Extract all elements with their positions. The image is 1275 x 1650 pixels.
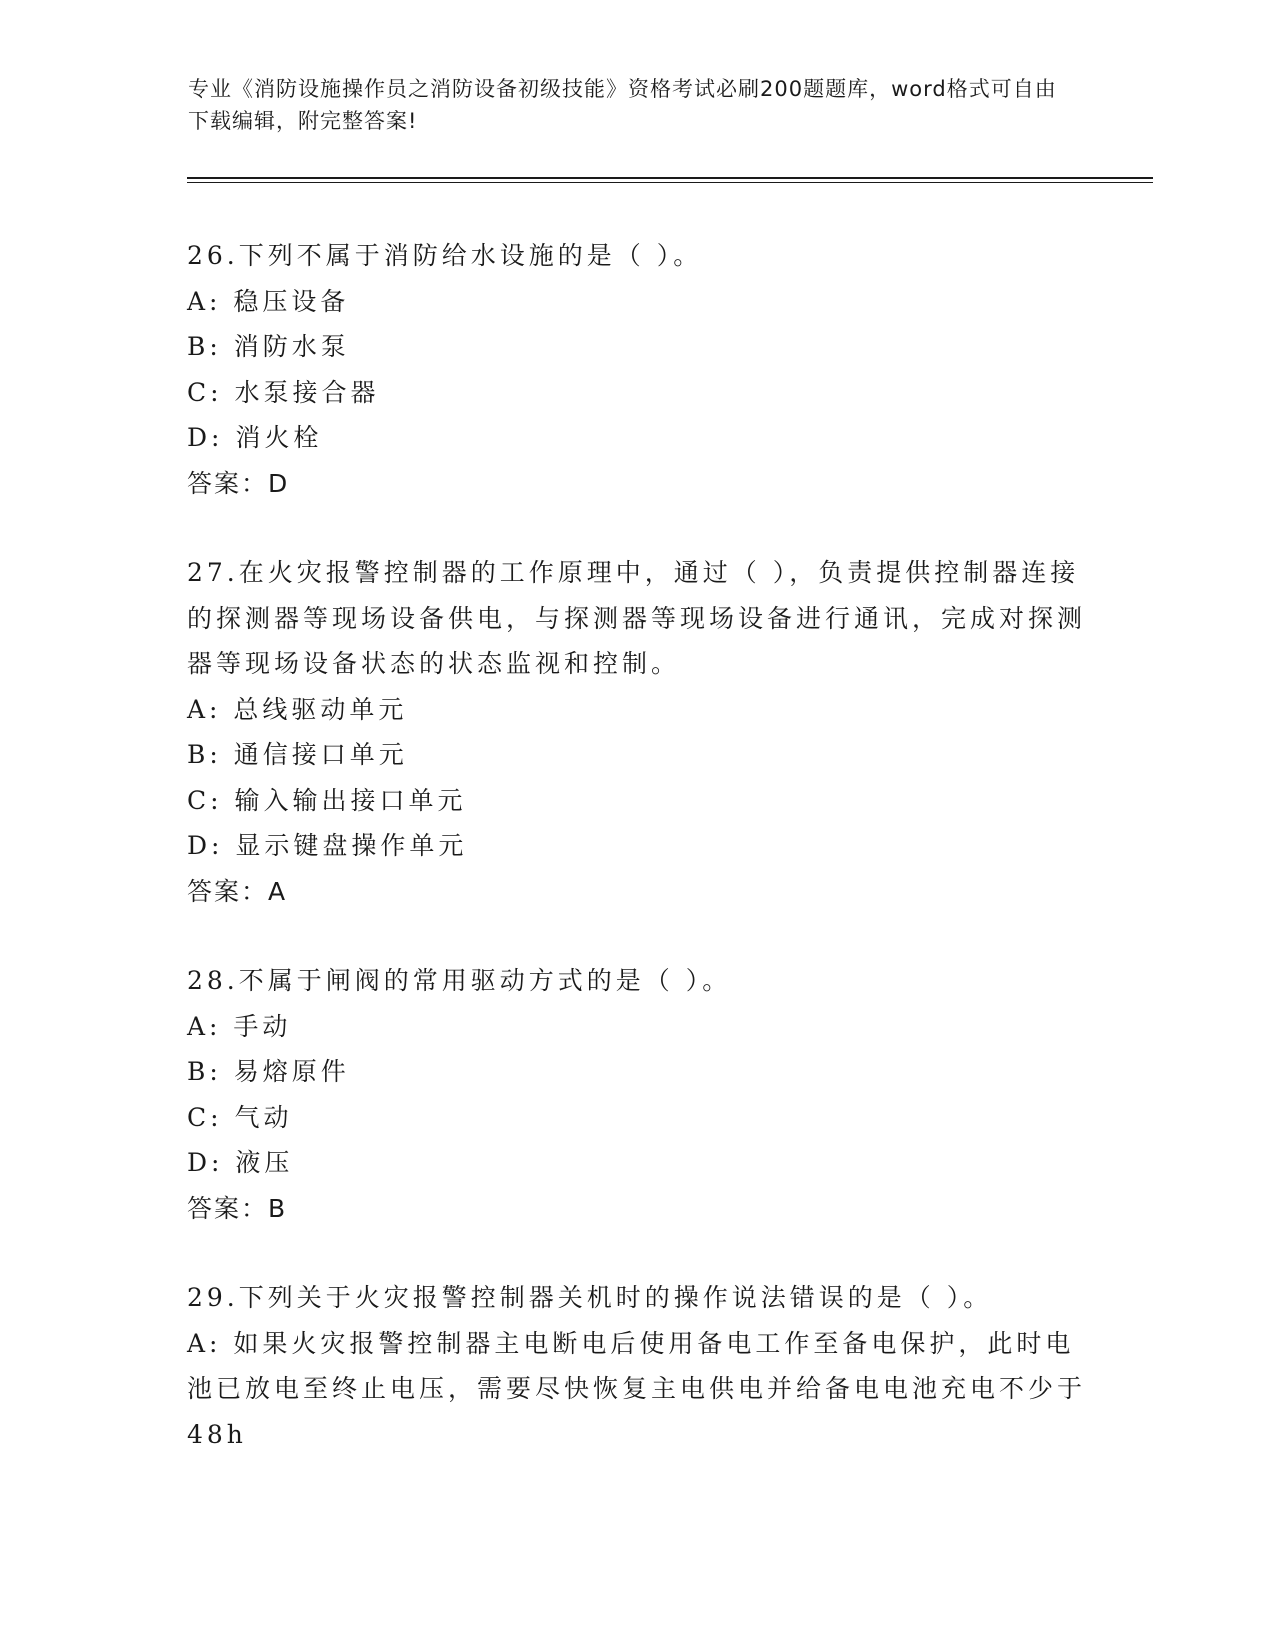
- option-d: D: 液压: [187, 1148, 294, 1177]
- answer-line: 答案：D: [187, 468, 290, 498]
- question-stem: 26.下列不属于消防给水设施的是（ ）。: [187, 241, 703, 270]
- question-stem: 29.下列关于火灾报警控制器关机时的操作说法错误的是（ ）。: [187, 1283, 993, 1312]
- option-d: D: 消火栓: [187, 423, 323, 452]
- option-b: B: 消防水泵: [187, 332, 350, 361]
- answer-line: 答案：B: [187, 1193, 288, 1223]
- question-list: [187, 233, 1087, 1501]
- question-stem: 27.在火灾报警控制器的工作原理中，通过（ ），负责提供控制器连接的探测器等现场设备供电，与探测器等现场设备进行通讯，完成对探测器等现场设备状态的状态监视和控制。: [187, 558, 1087, 678]
- option-b: B: 通信接口单元: [187, 740, 408, 769]
- answer-line: 答案：A: [187, 876, 288, 906]
- header-divider-thin: [187, 182, 1153, 183]
- question-28: [187, 958, 1087, 1231]
- option-c: C: 气动: [187, 1102, 293, 1132]
- option-a: A: 总线驱动单元: [187, 694, 408, 724]
- question-27: [187, 550, 1087, 914]
- option-d: D: 显示键盘操作单元: [187, 831, 468, 860]
- option-c: C: 水泵接合器: [187, 377, 380, 407]
- option-c: C: 输入输出接口单元: [187, 785, 467, 815]
- option-a: A: 手动: [187, 1011, 292, 1041]
- option-b: B: 易熔原件: [187, 1057, 350, 1086]
- option-a: A: 如果火灾报警控制器主电断电后使用备电工作至备电保护，此时电池已放电至终止电压，需要尽快恢复主电供电并给备电电池充电不少于48h: [187, 1328, 1087, 1449]
- option-a: A: 稳压设备: [187, 286, 350, 316]
- question-26: [187, 233, 1087, 506]
- page-header-text: 专业《消防设施操作员之消防设备初级技能》资格考试必刷200题题库，word格式可自由下载编辑，附完整答案!: [188, 77, 1057, 133]
- header-divider-thick: [187, 177, 1153, 179]
- question-stem: 28.不属于闸阀的常用驱动方式的是（ ）。: [187, 966, 732, 995]
- question-29: [187, 1275, 1087, 1457]
